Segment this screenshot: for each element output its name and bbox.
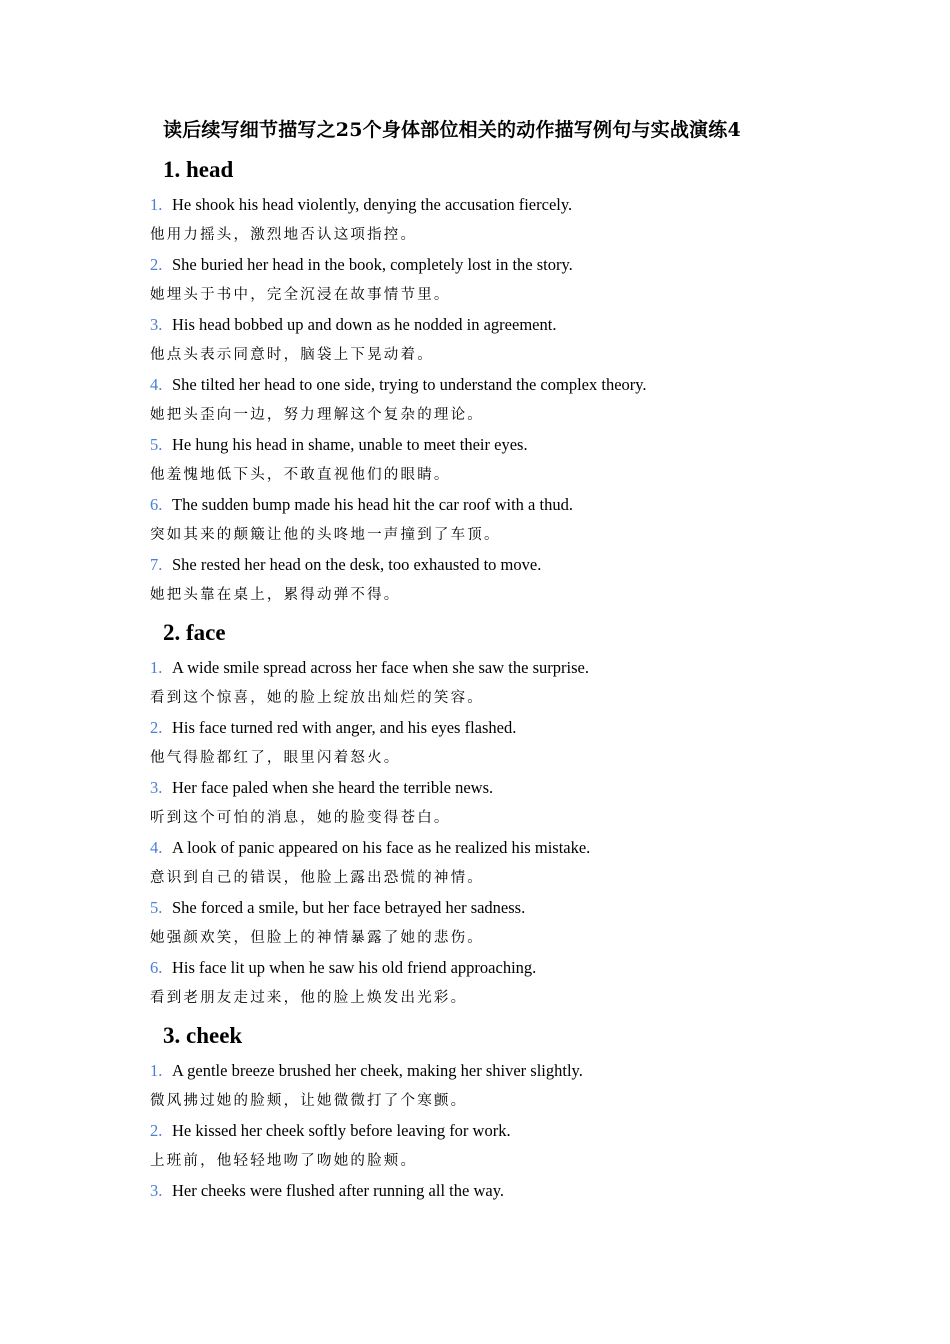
section-heading: 1. head — [163, 157, 234, 182]
item-number: 4. — [150, 375, 163, 394]
example-sentence — [150, 550, 870, 580]
chinese-translation: 她强颜欢笑，但脸上的神情暴露了她的悲伤。 — [150, 930, 484, 946]
chinese-translation: 他气得脸都红了，眼里闪着怒火。 — [150, 750, 401, 766]
english-sentence: He shook his head violently, denying the accusation fiercely. — [172, 195, 573, 214]
chinese-translation: 她把头歪向一边，努力理解这个复杂的理论。 — [150, 407, 484, 423]
chinese-translation: 意识到自己的错误，他脸上露出恐慌的神情。 — [150, 870, 484, 886]
item-number: 6. — [150, 958, 163, 977]
item-number: 5. — [150, 435, 163, 454]
chinese-translation: 微风拂过她的脸颊，让她微微打了个寒颤。 — [150, 1093, 468, 1109]
chinese-translation: 她埋头于书中，完全沉浸在故事情节里。 — [150, 287, 451, 303]
item-number: 2. — [150, 718, 163, 737]
chinese-translation: 听到这个可怕的消息，她的脸变得苍白。 — [150, 810, 451, 826]
example-sentence — [150, 430, 870, 460]
section-face — [150, 613, 870, 1013]
chinese-translation: 突如其来的颠簸让他的头咚地一声撞到了车顶。 — [150, 527, 501, 543]
english-sentence: The sudden bump made his head hit the car roof with a thud. — [172, 495, 573, 514]
english-sentence: His face turned red with anger, and his eyes flashed. — [172, 718, 517, 737]
item-number: 1. — [150, 658, 163, 677]
document-body — [150, 150, 870, 1206]
item-number: 1. — [150, 195, 163, 214]
section-head — [150, 150, 870, 610]
document-title: 读后续写细节描写之25个身体部位相关的动作描写例句与实战演练4 — [163, 119, 741, 141]
chinese-translation: 她把头靠在桌上，累得动弹不得。 — [150, 587, 401, 603]
item-number: 1. — [150, 1061, 163, 1080]
example-sentence — [150, 190, 870, 220]
item-number: 2. — [150, 1121, 163, 1140]
chinese-translation: 上班前，他轻轻地吻了吻她的脸颊。 — [150, 1153, 418, 1169]
item-number: 4. — [150, 838, 163, 857]
example-sentence — [150, 1176, 870, 1206]
english-sentence: His head bobbed up and down as he nodded in agreement. — [172, 315, 557, 334]
chinese-translation: 他羞愧地低下头，不敢直视他们的眼睛。 — [150, 467, 451, 483]
item-number: 3. — [150, 778, 163, 797]
chinese-translation: 看到老朋友走过来，他的脸上焕发出光彩。 — [150, 990, 468, 1006]
english-sentence: He hung his head in shame, unable to meet their eyes. — [172, 435, 528, 454]
section-heading: 2. face — [163, 620, 226, 645]
example-sentence — [150, 250, 870, 280]
section-cheek — [150, 1016, 870, 1206]
english-sentence: She forced a smile, but her face betrayed her sadness. — [172, 898, 526, 917]
example-sentence — [150, 953, 870, 983]
item-number: 3. — [150, 315, 163, 334]
example-sentence — [150, 833, 870, 863]
example-sentence — [150, 893, 870, 923]
english-sentence: A look of panic appeared on his face as he realized his mistake. — [172, 838, 591, 857]
english-sentence: Her face paled when she heard the terrible news. — [172, 778, 494, 797]
english-sentence: A gentle breeze brushed her cheek, making her shiver slightly. — [172, 1061, 583, 1080]
english-sentence: She tilted her head to one side, trying to understand the complex theory. — [172, 375, 647, 394]
english-sentence: His face lit up when he saw his old friend approaching. — [172, 958, 537, 977]
english-sentence: Her cheeks were flushed after running all the way. — [172, 1181, 504, 1200]
example-sentence — [150, 1056, 870, 1086]
english-sentence: A wide smile spread across her face when she saw the surprise. — [172, 658, 589, 677]
example-sentence — [150, 370, 870, 400]
english-sentence: She buried her head in the book, completely lost in the story. — [172, 255, 573, 274]
example-sentence — [150, 653, 870, 683]
chinese-translation: 他用力摇头，激烈地否认这项指控。 — [150, 227, 418, 243]
item-number: 2. — [150, 255, 163, 274]
chinese-translation: 看到这个惊喜，她的脸上绽放出灿烂的笑容。 — [150, 690, 484, 706]
english-sentence: He kissed her cheek softly before leaving for work. — [172, 1121, 511, 1140]
example-sentence — [150, 773, 870, 803]
item-number: 7. — [150, 555, 163, 574]
chinese-translation: 他点头表示同意时，脑袋上下晃动着。 — [150, 347, 434, 363]
example-sentence — [150, 1116, 870, 1146]
example-sentence — [150, 713, 870, 743]
item-number: 5. — [150, 898, 163, 917]
section-heading: 3. cheek — [163, 1023, 243, 1048]
english-sentence: She rested her head on the desk, too exhausted to move. — [172, 555, 542, 574]
item-number: 6. — [150, 495, 163, 514]
example-sentence — [150, 490, 870, 520]
item-number: 3. — [150, 1181, 163, 1200]
example-sentence — [150, 310, 870, 340]
